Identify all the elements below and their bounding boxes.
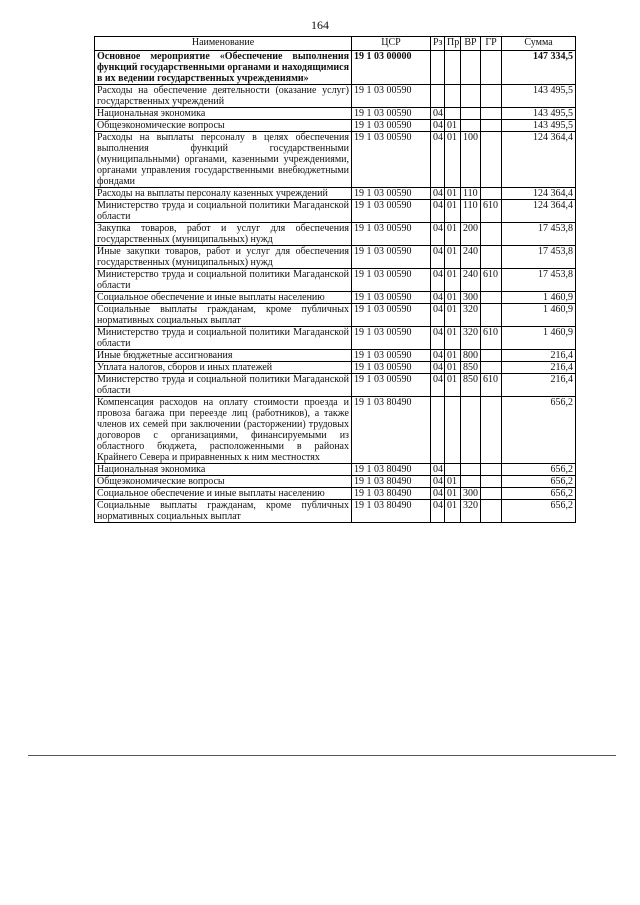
table-header bbox=[95, 37, 576, 51]
cell-gr bbox=[481, 500, 502, 523]
cell-gr bbox=[481, 464, 502, 476]
cell-rz: 04 bbox=[431, 188, 445, 200]
cell-rz: 04 bbox=[431, 374, 445, 397]
cell-sum: 147 334,5 bbox=[502, 51, 576, 85]
cell-sum: 124 364,4 bbox=[502, 132, 576, 188]
cell-vr: 850 bbox=[461, 362, 481, 374]
cell-rz: 04 bbox=[431, 362, 445, 374]
cell-csr: 19 1 03 80490 bbox=[352, 397, 431, 464]
cell-sum: 656,2 bbox=[502, 464, 576, 476]
cell-vr: 300 bbox=[461, 292, 481, 304]
cell-gr bbox=[481, 223, 502, 246]
cell-csr: 19 1 03 00590 bbox=[352, 246, 431, 269]
cell-sum: 143 495,5 bbox=[502, 120, 576, 132]
cell-sum: 1 460,9 bbox=[502, 304, 576, 327]
cell-pr: 01 bbox=[445, 327, 461, 350]
cell-sum: 17 453,8 bbox=[502, 223, 576, 246]
cell-csr: 19 1 03 00590 bbox=[352, 269, 431, 292]
cell-csr: 19 1 03 00590 bbox=[352, 108, 431, 120]
cell-sum: 124 364,4 bbox=[502, 188, 576, 200]
cell-name: Компенсация расходов на оплату стоимости проезда и провоза багажа при переезде лиц (работников), а также членов их семей при заключении (расторжении) трудовых договоров с организациями, финансируемыми из областного бюджета, расположенными в районах Крайнего Севера и приравненных к ним местностях bbox=[95, 397, 352, 464]
cell-rz: 04 bbox=[431, 120, 445, 132]
cell-pr: 01 bbox=[445, 200, 461, 223]
cell-rz: 04 bbox=[431, 200, 445, 223]
table-body bbox=[95, 51, 576, 523]
cell-gr: 610 bbox=[481, 269, 502, 292]
cell-vr: 300 bbox=[461, 488, 481, 500]
cell-rz: 04 bbox=[431, 292, 445, 304]
cell-name: Иные закупки товаров, работ и услуг для обеспечения государственных (муниципальных) нужд bbox=[95, 246, 352, 269]
cell-pr: 01 bbox=[445, 374, 461, 397]
cell-pr: 01 bbox=[445, 500, 461, 523]
table-row bbox=[95, 327, 576, 350]
cell-sum: 656,2 bbox=[502, 500, 576, 523]
table-row bbox=[95, 200, 576, 223]
cell-sum: 656,2 bbox=[502, 476, 576, 488]
header-vr: ВР bbox=[461, 37, 481, 51]
cell-csr: 19 1 03 00000 bbox=[352, 51, 431, 85]
cell-gr bbox=[481, 188, 502, 200]
cell-name: Иные бюджетные ассигнования bbox=[95, 350, 352, 362]
cell-name: Расходы на выплаты персоналу казенных учреждений bbox=[95, 188, 352, 200]
cell-name: Министерство труда и социальной политики Магаданской области bbox=[95, 374, 352, 397]
table-row bbox=[95, 120, 576, 132]
cell-csr: 19 1 03 00590 bbox=[352, 362, 431, 374]
cell-csr: 19 1 03 80490 bbox=[352, 464, 431, 476]
bottom-rule bbox=[28, 755, 616, 756]
cell-sum: 1 460,9 bbox=[502, 292, 576, 304]
cell-pr: 01 bbox=[445, 362, 461, 374]
table-row bbox=[95, 51, 576, 85]
cell-gr bbox=[481, 350, 502, 362]
cell-pr bbox=[445, 464, 461, 476]
table-row bbox=[95, 292, 576, 304]
cell-gr bbox=[481, 120, 502, 132]
cell-rz bbox=[431, 397, 445, 464]
cell-gr bbox=[481, 292, 502, 304]
cell-pr: 01 bbox=[445, 223, 461, 246]
cell-name: Общеэкономические вопросы bbox=[95, 476, 352, 488]
cell-rz bbox=[431, 51, 445, 85]
cell-sum: 17 453,8 bbox=[502, 246, 576, 269]
cell-name: Основное мероприятие «Обеспечение выполнения функций государственными органами и находящимися в их ведении государственных учреждениями» bbox=[95, 51, 352, 85]
cell-rz: 04 bbox=[431, 350, 445, 362]
table-row bbox=[95, 85, 576, 108]
cell-name: Социальное обеспечение и иные выплаты населению bbox=[95, 292, 352, 304]
cell-gr bbox=[481, 85, 502, 108]
cell-gr: 610 bbox=[481, 374, 502, 397]
cell-vr bbox=[461, 51, 481, 85]
cell-gr: 610 bbox=[481, 200, 502, 223]
cell-name: Социальные выплаты гражданам, кроме публичных нормативных социальных выплат bbox=[95, 500, 352, 523]
cell-vr: 240 bbox=[461, 246, 481, 269]
cell-gr: 610 bbox=[481, 327, 502, 350]
cell-name: Министерство труда и социальной политики Магаданской области bbox=[95, 269, 352, 292]
cell-vr: 240 bbox=[461, 269, 481, 292]
cell-gr bbox=[481, 397, 502, 464]
table-row bbox=[95, 132, 576, 188]
table-row bbox=[95, 223, 576, 246]
cell-gr bbox=[481, 51, 502, 85]
cell-sum: 216,4 bbox=[502, 350, 576, 362]
cell-sum: 656,2 bbox=[502, 488, 576, 500]
cell-sum: 124 364,4 bbox=[502, 200, 576, 223]
cell-csr: 19 1 03 00590 bbox=[352, 327, 431, 350]
cell-sum: 17 453,8 bbox=[502, 269, 576, 292]
cell-csr: 19 1 03 80490 bbox=[352, 476, 431, 488]
header-pr: Пр bbox=[445, 37, 461, 51]
header-gr: ГР bbox=[481, 37, 502, 51]
cell-vr: 320 bbox=[461, 327, 481, 350]
cell-vr bbox=[461, 476, 481, 488]
cell-pr bbox=[445, 51, 461, 85]
table-row bbox=[95, 374, 576, 397]
cell-rz: 04 bbox=[431, 464, 445, 476]
cell-sum: 143 495,5 bbox=[502, 85, 576, 108]
table-row bbox=[95, 188, 576, 200]
cell-csr: 19 1 03 00590 bbox=[352, 85, 431, 108]
cell-csr: 19 1 03 80490 bbox=[352, 488, 431, 500]
cell-pr: 01 bbox=[445, 488, 461, 500]
cell-gr bbox=[481, 476, 502, 488]
cell-name: Расходы на выплаты персоналу в целях обеспечения выполнения функций государственными (муниципальными) органами, казенными учреждениями, органами управления государственными внебюджетными фондами bbox=[95, 132, 352, 188]
cell-sum: 143 495,5 bbox=[502, 108, 576, 120]
cell-pr: 01 bbox=[445, 269, 461, 292]
cell-csr: 19 1 03 00590 bbox=[352, 200, 431, 223]
cell-csr: 19 1 03 00590 bbox=[352, 223, 431, 246]
cell-pr bbox=[445, 85, 461, 108]
cell-csr: 19 1 03 00590 bbox=[352, 120, 431, 132]
cell-csr: 19 1 03 00590 bbox=[352, 350, 431, 362]
cell-csr: 19 1 03 00590 bbox=[352, 292, 431, 304]
cell-gr bbox=[481, 488, 502, 500]
cell-vr: 110 bbox=[461, 188, 481, 200]
header-csr: ЦСР bbox=[352, 37, 431, 51]
table-row bbox=[95, 362, 576, 374]
cell-pr: 01 bbox=[445, 292, 461, 304]
cell-gr bbox=[481, 132, 502, 188]
cell-vr: 800 bbox=[461, 350, 481, 362]
cell-vr bbox=[461, 108, 481, 120]
cell-rz: 04 bbox=[431, 476, 445, 488]
cell-rz: 04 bbox=[431, 269, 445, 292]
cell-rz: 04 bbox=[431, 132, 445, 188]
cell-name: Общеэкономические вопросы bbox=[95, 120, 352, 132]
cell-sum: 1 460,9 bbox=[502, 327, 576, 350]
cell-gr bbox=[481, 304, 502, 327]
table-row bbox=[95, 304, 576, 327]
cell-rz: 04 bbox=[431, 304, 445, 327]
cell-pr: 01 bbox=[445, 476, 461, 488]
cell-csr: 19 1 03 80490 bbox=[352, 500, 431, 523]
cell-pr: 01 bbox=[445, 246, 461, 269]
cell-vr bbox=[461, 397, 481, 464]
cell-vr bbox=[461, 464, 481, 476]
table-row bbox=[95, 108, 576, 120]
cell-sum: 656,2 bbox=[502, 397, 576, 464]
table-row bbox=[95, 246, 576, 269]
cell-vr: 320 bbox=[461, 304, 481, 327]
table-row bbox=[95, 397, 576, 464]
cell-pr bbox=[445, 397, 461, 464]
table-row bbox=[95, 464, 576, 476]
cell-gr bbox=[481, 108, 502, 120]
table-row bbox=[95, 350, 576, 362]
cell-csr: 19 1 03 00590 bbox=[352, 132, 431, 188]
cell-vr: 200 bbox=[461, 223, 481, 246]
cell-name: Расходы на обеспечение деятельности (оказание услуг) государственных учреждений bbox=[95, 85, 352, 108]
cell-name: Национальная экономика bbox=[95, 464, 352, 476]
cell-vr: 100 bbox=[461, 132, 481, 188]
cell-name: Социальные выплаты гражданам, кроме публичных нормативных социальных выплат bbox=[95, 304, 352, 327]
cell-pr: 01 bbox=[445, 304, 461, 327]
page-number: 164 bbox=[311, 18, 329, 32]
cell-name: Министерство труда и социальной политики Магаданской области bbox=[95, 327, 352, 350]
cell-sum: 216,4 bbox=[502, 374, 576, 397]
cell-name: Социальное обеспечение и иные выплаты населению bbox=[95, 488, 352, 500]
cell-rz bbox=[431, 85, 445, 108]
cell-rz: 04 bbox=[431, 108, 445, 120]
cell-gr bbox=[481, 246, 502, 269]
cell-csr: 19 1 03 00590 bbox=[352, 374, 431, 397]
cell-name: Уплата налогов, сборов и иных платежей bbox=[95, 362, 352, 374]
cell-vr: 320 bbox=[461, 500, 481, 523]
budget-table bbox=[94, 36, 576, 523]
cell-sum: 216,4 bbox=[502, 362, 576, 374]
cell-rz: 04 bbox=[431, 246, 445, 269]
table-row bbox=[95, 500, 576, 523]
cell-pr: 01 bbox=[445, 350, 461, 362]
cell-name: Национальная экономика bbox=[95, 108, 352, 120]
cell-vr: 850 bbox=[461, 374, 481, 397]
table-row bbox=[95, 269, 576, 292]
header-name: Наименование bbox=[95, 37, 352, 51]
cell-pr: 01 bbox=[445, 120, 461, 132]
table-row bbox=[95, 476, 576, 488]
cell-rz: 04 bbox=[431, 500, 445, 523]
cell-rz: 04 bbox=[431, 327, 445, 350]
header-rz: Рз bbox=[431, 37, 445, 51]
table-row bbox=[95, 488, 576, 500]
header-row bbox=[95, 37, 576, 51]
cell-pr bbox=[445, 108, 461, 120]
cell-gr bbox=[481, 362, 502, 374]
cell-rz: 04 bbox=[431, 488, 445, 500]
cell-name: Закупка товаров, работ и услуг для обеспечения государственных (муниципальных) нужд bbox=[95, 223, 352, 246]
cell-name: Министерство труда и социальной политики Магаданской области bbox=[95, 200, 352, 223]
cell-vr bbox=[461, 120, 481, 132]
cell-vr bbox=[461, 85, 481, 108]
header-sum: Сумма bbox=[502, 37, 576, 51]
cell-rz: 04 bbox=[431, 223, 445, 246]
cell-pr: 01 bbox=[445, 132, 461, 188]
cell-csr: 19 1 03 00590 bbox=[352, 304, 431, 327]
cell-vr: 110 bbox=[461, 200, 481, 223]
cell-pr: 01 bbox=[445, 188, 461, 200]
cell-csr: 19 1 03 00590 bbox=[352, 188, 431, 200]
